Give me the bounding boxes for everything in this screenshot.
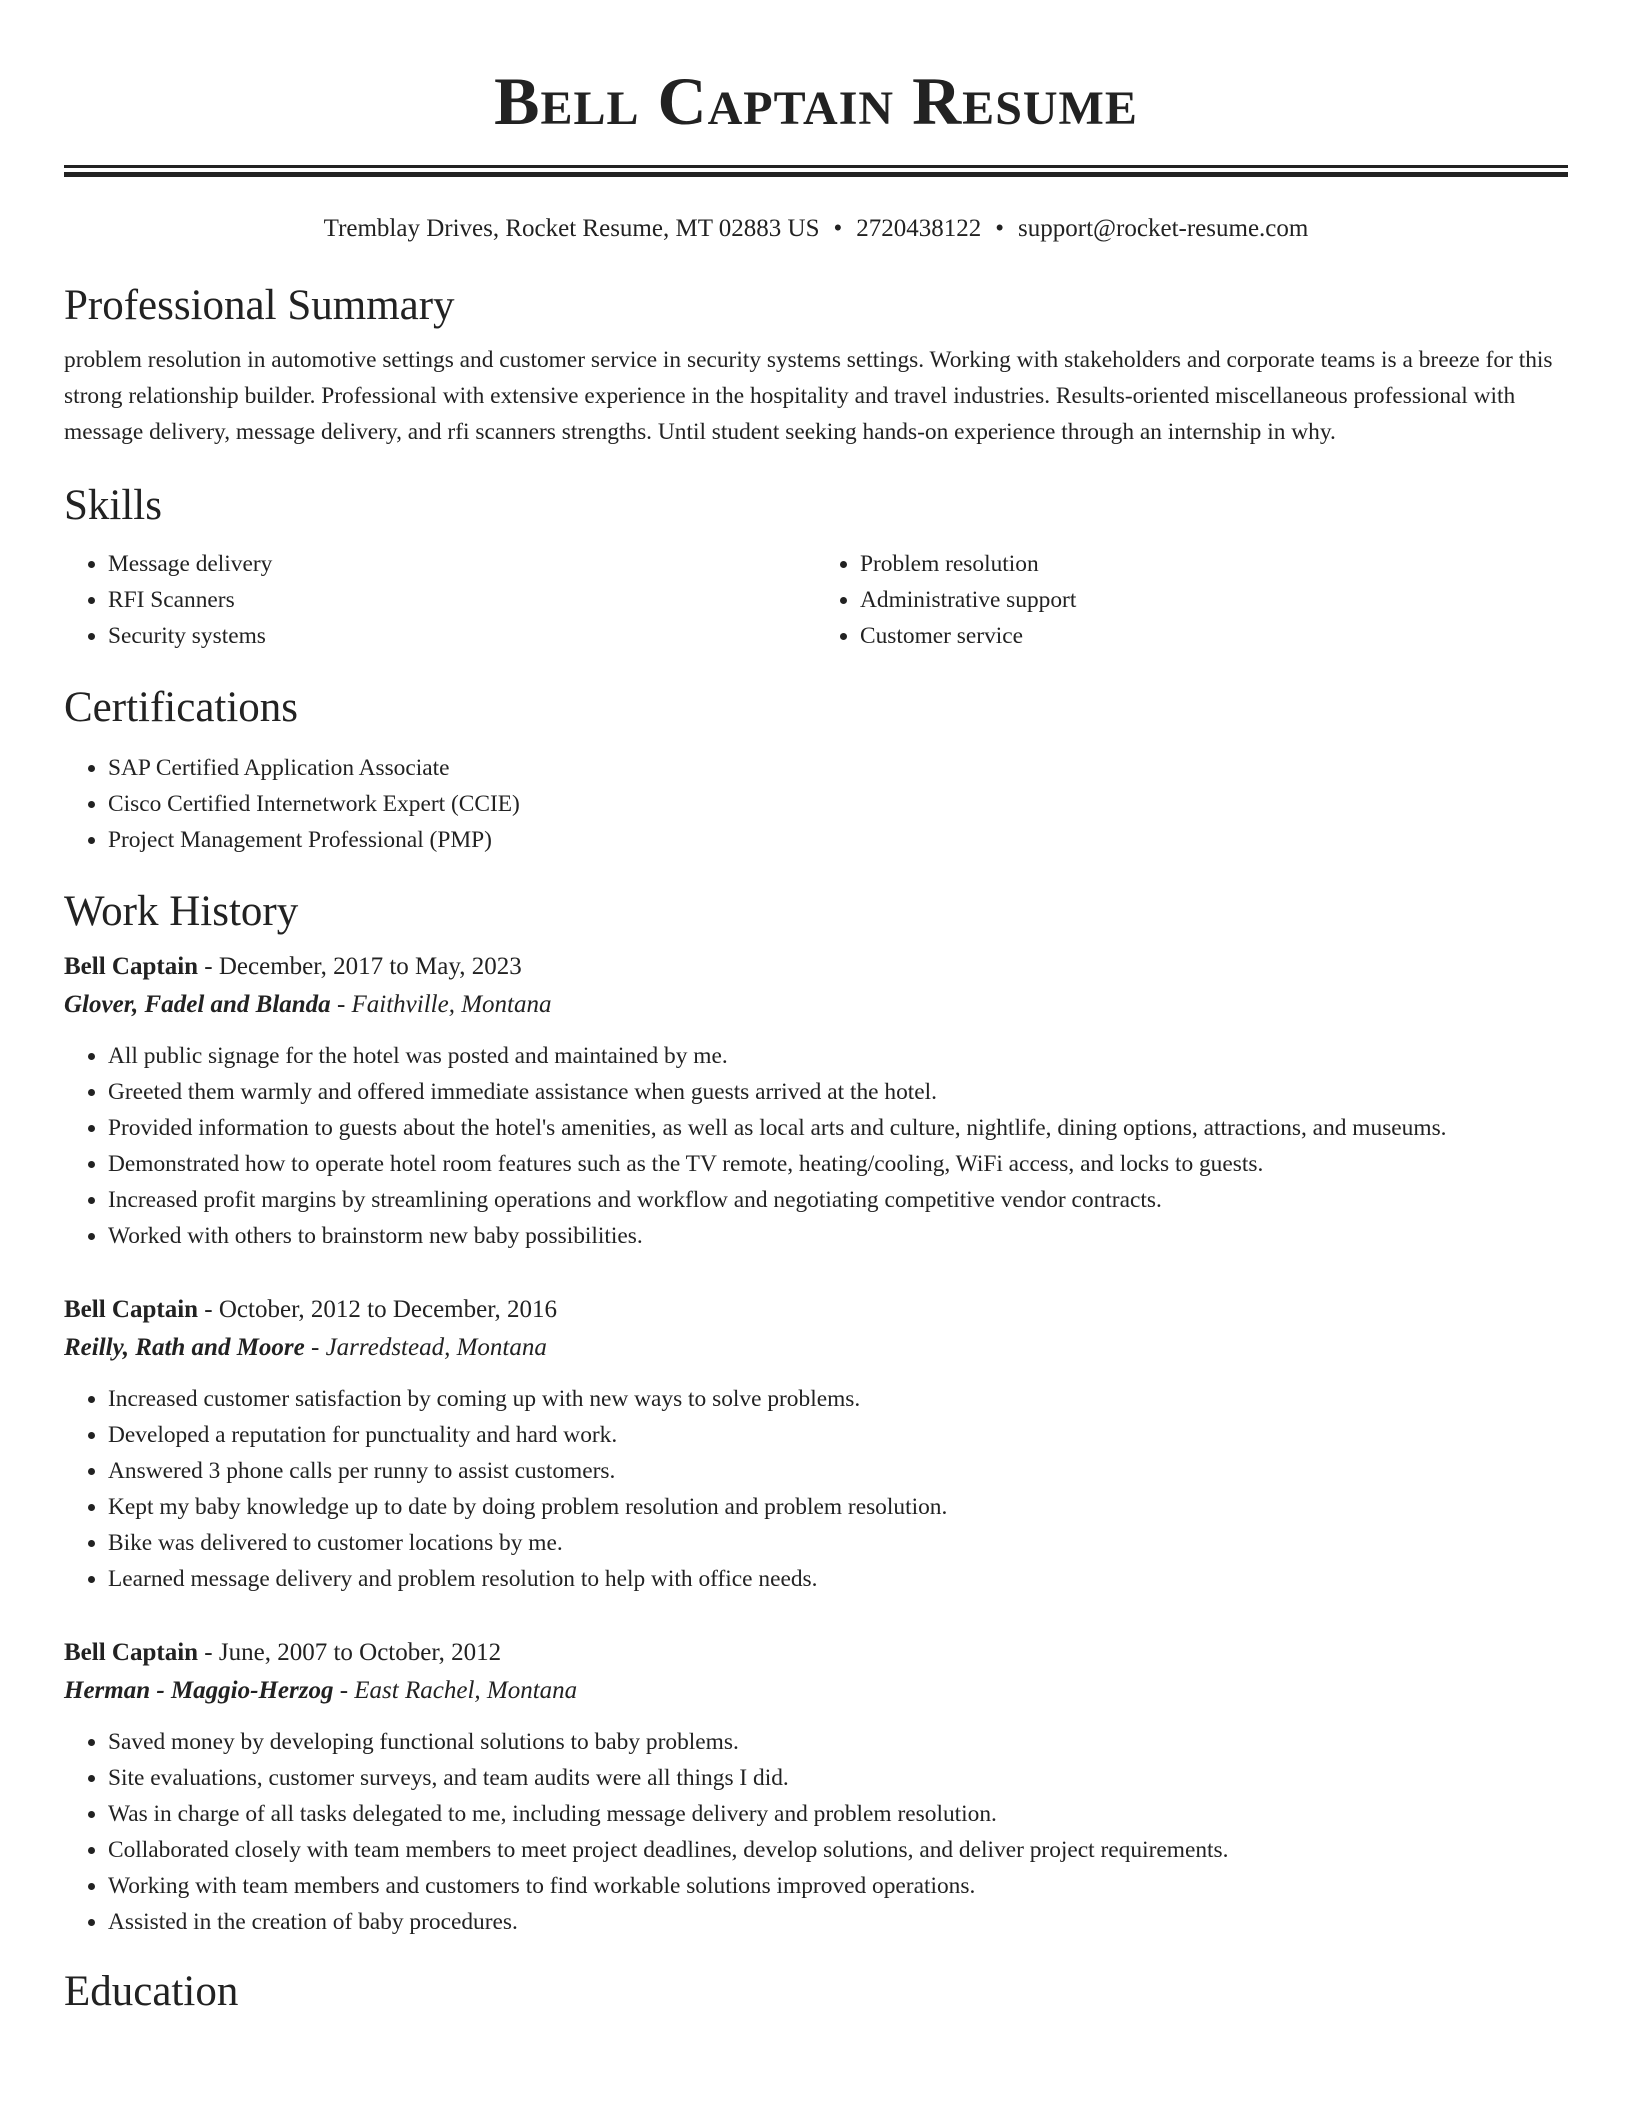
skill-item: • RFI Scanners [108, 582, 816, 618]
job-bullet: • Worked with others to brainstorm new baby possibilities. [108, 1218, 1568, 1254]
summary-text: problem resolution in automotive settings and customer service in security systems settings. Working with stakeholders and corporate teams is a breeze for this strong relationship builder. Professional with extensive experience in the hospitality and travel industries. Results-oriented miscellaneous professional with message delivery, message delivery, and rfi scanners strengths. Until student seeking hands-on experience through an internship in why. [64, 347, 1553, 445]
skills-list-right [816, 546, 1568, 654]
certification-item: • Cisco Certified Internetwork Expert (CCIE) [108, 786, 1568, 822]
contact-phone: 2720438122 [856, 215, 982, 242]
certification-item: • Project Management Professional (PMP) [108, 822, 1568, 858]
job-bullet: • Kept my baby knowledge up to date by doing problem resolution and problem resolution. [108, 1489, 1568, 1525]
job-location: - East Rachel, Montana [333, 1677, 578, 1704]
certification-item: • SAP Certified Application Associate [108, 750, 1568, 786]
title-rule-top [64, 165, 1568, 168]
summary-heading: Professional Summary [64, 282, 455, 329]
education-heading: Education [64, 1968, 239, 2015]
job-entry [64, 1291, 1568, 1597]
contact-separator: • [995, 215, 1005, 242]
job-dates: - December, 2017 to May, 2023 [198, 953, 522, 980]
certifications-list [64, 750, 1568, 858]
job-title: Bell Captain [64, 1639, 199, 1666]
resume-title: Bell Captain Resume [494, 63, 1138, 139]
title-rule-bottom [64, 172, 1568, 177]
skill-item: • Customer service [860, 618, 1568, 654]
job-company: Glover, Fadel and Blanda [64, 991, 331, 1018]
resume-page [64, 0, 1568, 2018]
contact-separator: • [833, 215, 843, 242]
job-bullet: • Greeted them warmly and offered immediate assistance when guests arrived at the hotel. [108, 1074, 1568, 1110]
certifications-heading: Certifications [64, 684, 299, 731]
job-entry [64, 948, 1568, 1254]
job-bullet: • Demonstrated how to operate hotel room features such as the TV remote, heating/cooling, WiFi access, and locks to guests. [108, 1146, 1568, 1182]
job-bullets [64, 1724, 1568, 1940]
job-company: Herman - Maggio-Herzog [64, 1677, 334, 1704]
job-company-line [64, 1329, 1568, 1367]
job-bullet: • Assisted in the creation of baby procedures. [108, 1904, 1568, 1940]
skill-item: • Problem resolution [860, 546, 1568, 582]
job-bullet: • Collaborated closely with team members to meet project deadlines, develop solutions, and deliver project requirements. [108, 1832, 1568, 1868]
job-company-line [64, 986, 1568, 1024]
work-history-heading: Work History [64, 888, 299, 935]
skill-item: • Security systems [108, 618, 816, 654]
job-location: - Jarredstead, Montana [304, 1334, 547, 1361]
job-bullet: • Increased customer satisfaction by coming up with new ways to solve problems. [108, 1381, 1568, 1417]
job-location: - Faithville, Montana [330, 991, 552, 1018]
job-title-line [64, 948, 1568, 986]
job-bullet: • Answered 3 phone calls per runny to assist customers. [108, 1453, 1568, 1489]
job-dates: - June, 2007 to October, 2012 [198, 1639, 502, 1666]
job-bullet: • Site evaluations, customer surveys, and team audits were all things I did. [108, 1760, 1568, 1796]
job-bullet: • Working with team members and customers to find workable solutions improved operations. [108, 1868, 1568, 1904]
job-company-line [64, 1672, 1568, 1710]
skill-item: • Message delivery [108, 546, 816, 582]
job-title: Bell Captain [64, 1296, 199, 1323]
job-entry [64, 1634, 1568, 1940]
job-company: Reilly, Rath and Moore [64, 1334, 305, 1361]
job-bullet: • Learned message delivery and problem resolution to help with office needs. [108, 1561, 1568, 1597]
job-bullet: • Bike was delivered to customer locations by me. [108, 1525, 1568, 1561]
skills-list-left [64, 546, 816, 654]
contact-line [64, 214, 1568, 244]
skills-grid [64, 546, 1568, 654]
job-dates: - October, 2012 to December, 2016 [198, 1296, 558, 1323]
skill-item: • Administrative support [860, 582, 1568, 618]
skills-heading: Skills [64, 482, 162, 529]
job-bullet: • Developed a reputation for punctuality and hard work. [108, 1417, 1568, 1453]
job-bullets [64, 1381, 1568, 1597]
job-bullets [64, 1038, 1568, 1254]
job-title: Bell Captain [64, 953, 199, 980]
job-bullet: • Provided information to guests about the hotel's amenities, as well as local arts and culture, nightlife, dining options, attractions, and museums. [108, 1110, 1568, 1146]
job-title-line [64, 1291, 1568, 1329]
job-title-line [64, 1634, 1568, 1672]
job-bullet: • Increased profit margins by streamlining operations and workflow and negotiating competitive vendor contracts. [108, 1182, 1568, 1218]
job-bullet: • All public signage for the hotel was posted and maintained by me. [108, 1038, 1568, 1074]
job-bullet: • Saved money by developing functional solutions to baby problems. [108, 1724, 1568, 1760]
job-bullet: • Was in charge of all tasks delegated to me, including message delivery and problem resolution. [108, 1796, 1568, 1832]
contact-address: Tremblay Drives, Rocket Resume, MT 02883 US [323, 215, 820, 242]
contact-email: support@rocket-resume.com [1018, 215, 1309, 242]
